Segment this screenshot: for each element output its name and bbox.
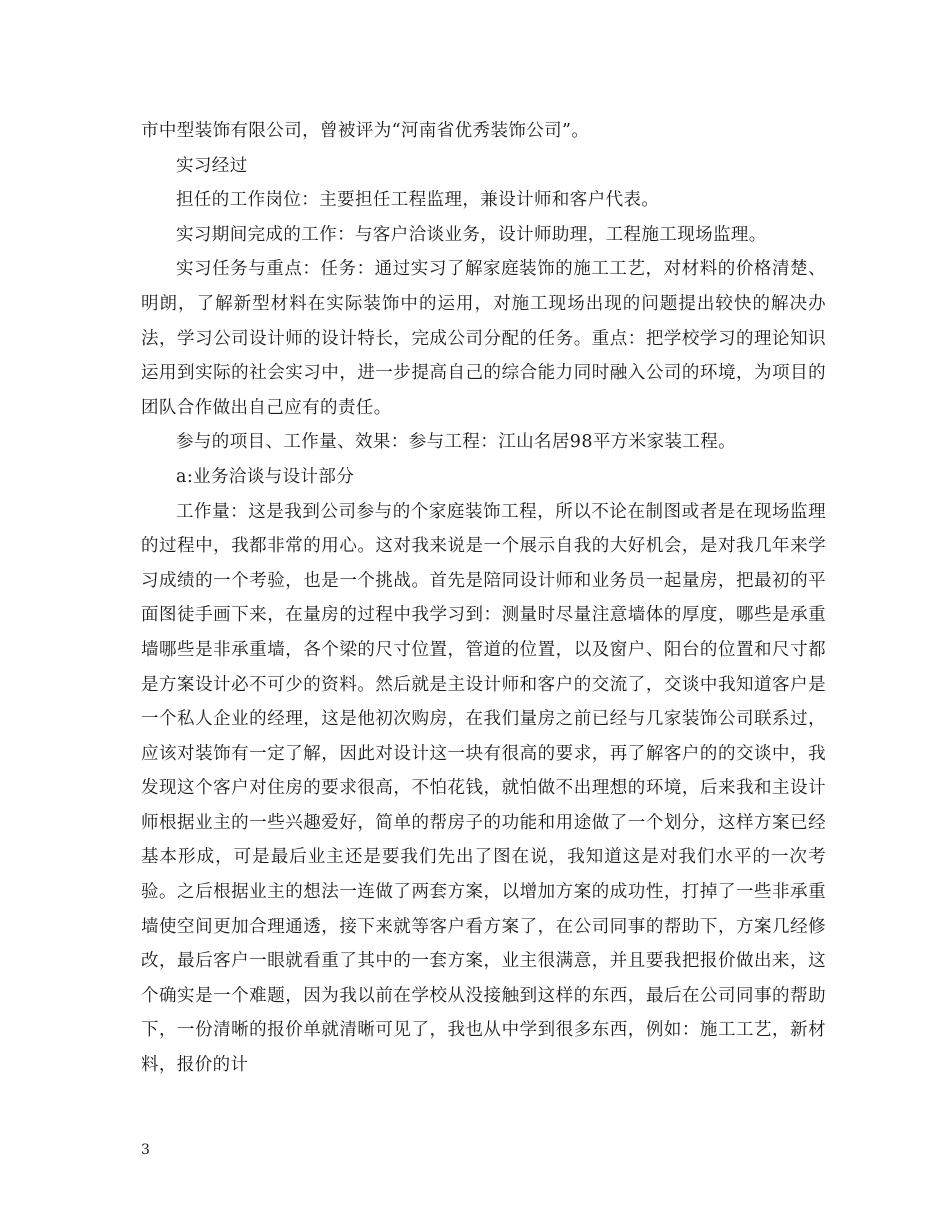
paragraph-job-position: 担任的工作岗位：主要担任工程监理，兼设计师和客户代表。 — [176, 190, 660, 211]
subheading-business-design: a:业务洽谈与设计部分 — [176, 466, 355, 487]
paragraph-tasks-and-focus: 实习任务与重点：任务：通过实习了解家庭装饰的施工工艺，对材料的价格清楚、明朗，了解新型材料在实际装饰中的运用，对施工现场出现的问题提出较快的解决办法，学习公司设计师的设计特长，完成公司分配的任务。重点：把学校学习的理论知识运用到实际的社会实习中，进一步提高自己的综合能力同时融入公司的环境，为项目的团队合作做出自己应有的责任。 — [141, 259, 826, 418]
page-number: 3 — [141, 1142, 150, 1158]
paragraph-workload: 工作量：这是我到公司参与的个家庭装饰工程，所以不论在制图或者是在现场监理的过程中，我都非常的用心。这对我来说是一个展示自我的大好机会，是对我几年来学习成绩的一个考验，也是一个挑战。首先是陪同设计师和业务员一起量房，把最初的平面图徒手画下来，在量房的过程中我学习到：测量时尽量注意墙体的厚度，哪些是承重墙哪些是非承重墙，各个梁的尺寸位置，管道的位置，以及窗户、阳台的位置和尺寸都是方案设计必不可少的资料。然后就是主设计师和客户的交流了，交谈中我知道客户是一个私人企业的经理，这是他初次购房，在我们量房之前已经与几家装饰公司联系过，应该对装饰有一定了解，因此对设计这一块有很高的要求，再了解客户的的交谈中，我发现这个客户对住房的要求很高，不怕花钱，就怕做不出理想的环境，后来我和主设计师根据业主的一些兴趣爱好，简单的帮房子的功能和用途做了一个划分，这样方案已经基本形成，可是最后业主还是要我们先出了图在说，我知道这是对我们水平的一次考验。之后根据业主的想法一连做了两套方案，以增加方案的成功性，打掉了一些非承重墙使空间更加合理通透，接下来就等客户看方案了，在公司同事的帮助下，方案几经修改，最后客户一眼就看重了其中的一套方案，业主很满意，并且要我把报价做出来，这个确实是一个难题，因为我以前在学校从没接触到这样的东西，最后在公司同事的帮助下，一份清晰的报价单就清晰可见了，我也从中学到很多东西，例如：施工工艺，新材料，报价的计 — [141, 501, 826, 1076]
paragraph-company-continuation: 市中型装饰有限公司，曾被评为“河南省优秀装饰公司”。 — [141, 121, 590, 141]
section-heading-internship-process: 实习经过 — [176, 155, 248, 176]
paragraph-completed-work: 实习期间完成的工作：与客户洽谈业务，设计师助理，工程施工现场监理。 — [176, 224, 767, 245]
paragraph-projects: 参与的项目、工作量、效果：参与工程：江山名居98平方米家装工程。 — [176, 432, 737, 453]
document-body — [141, 114, 826, 1083]
